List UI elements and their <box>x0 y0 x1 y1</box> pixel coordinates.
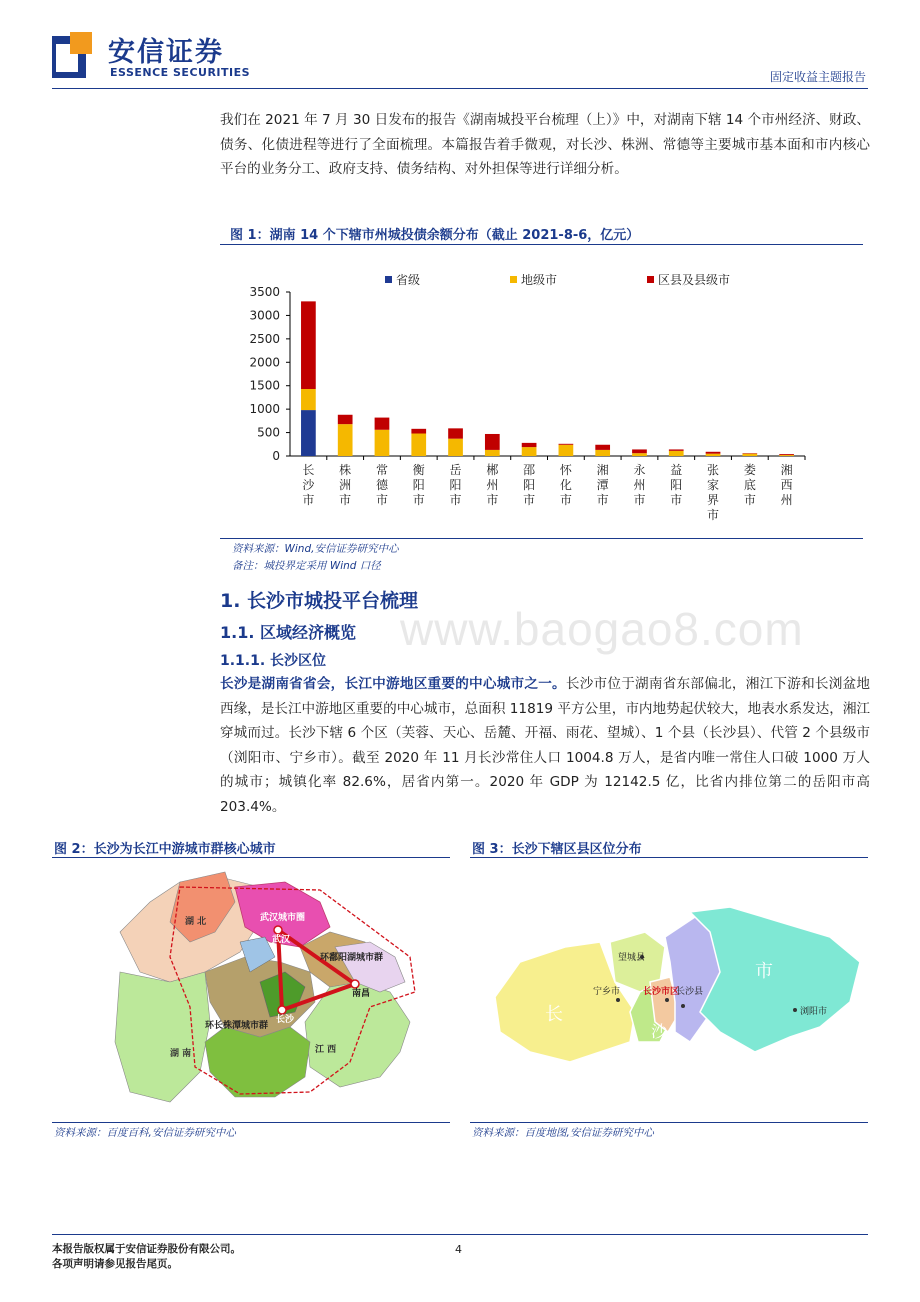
fig1-bar-chart <box>230 282 810 522</box>
fig2-source: 资料来源：百度百科,安信证券研究中心 <box>54 1127 236 1139</box>
footer-line-2: 各项声明请参见报告尾页。 <box>52 1258 178 1270</box>
fig2-region-map <box>110 862 430 1112</box>
x-tick-label: 市 <box>339 493 352 507</box>
x-tick-label: 阳 <box>523 478 536 492</box>
fig1-note: 备注：城投界定采用 Wind 口径 <box>232 560 381 572</box>
fig3-bottom-rule <box>470 1122 868 1123</box>
x-tick-label: 市 <box>633 493 646 507</box>
x-tick-label: 州 <box>633 478 646 492</box>
label-big-sha: 沙 <box>651 1022 668 1041</box>
section-heading-1-1: 1.1. 区域经济概览 <box>220 623 356 642</box>
label-cztn: 环长株潭城市群 <box>205 1021 269 1031</box>
legend-label: 地级市 <box>521 273 558 287</box>
label-wuhan: 武汉 <box>272 935 291 945</box>
x-tick-label: 岳 <box>449 463 462 477</box>
body-text: 长沙市位于湖南省东部偏北，湘江下游和长浏盆地西缘，是长江中游地区重要的中心城市，总面积 11819 平方公里，市内地势起伏较大，地表水系发达，湘江穿城而过。长沙下辖 6 个区（芙蓉、天心、岳麓、开福、雨花、望城）、1 个县（长沙县）、代管 2 个县级市（浏阳市、宁乡市）。截至 2020 年 11 月长沙常住人口 1004.8 万人，是省内唯一常住人口破 1000 万人的城市；城镇化率 82.6%，居省内第一。2020 年 GDP 为 12142.5 亿，比省内排位第二的岳阳市高 203.4%。 <box>220 676 871 815</box>
x-tick-label: 家 <box>707 478 720 492</box>
label-hunan: 湖 南 <box>170 1049 192 1059</box>
bar-segment <box>706 454 721 456</box>
label-wuhan-circle: 武汉城市圈 <box>260 913 306 923</box>
fig2-title: 图 2：长沙为长江中游城市群核心城市 <box>54 842 276 857</box>
x-tick-label: 阳 <box>412 478 425 492</box>
x-tick-label: 德 <box>375 478 388 492</box>
x-tick-label: 娄 <box>743 463 756 477</box>
label-big-shi: 市 <box>755 961 773 982</box>
watermark: www.baogao8.com <box>400 603 804 655</box>
bar-segment <box>375 418 390 430</box>
fig1-title: 图 1：湖南 14 个下辖市州城投债余额分布（截止 2021-8-6，亿元） <box>230 228 640 243</box>
x-tick-label: 市 <box>523 493 536 507</box>
footer-divider <box>52 1234 868 1235</box>
bar-segment <box>301 301 316 389</box>
label-changsha-county: 长沙县 <box>676 987 704 997</box>
bar-segment <box>485 434 500 450</box>
x-tick-label: 怀 <box>559 463 572 477</box>
label-jiangxi: 江 西 <box>315 1045 337 1055</box>
y-tick-label: 500 <box>257 425 280 440</box>
fig3-district-map <box>490 902 870 1072</box>
bar-segment <box>669 451 684 456</box>
bar-segment <box>779 454 794 455</box>
bar-segment <box>448 439 463 456</box>
x-tick-label: 益 <box>670 463 683 477</box>
bar-segment <box>338 424 353 456</box>
section-heading-1: 1. 长沙市城投平台梳理 <box>220 590 419 612</box>
x-tick-label: 市 <box>302 493 315 507</box>
x-tick-label: 阳 <box>449 478 462 492</box>
x-tick-label: 州 <box>486 478 499 492</box>
fig3-title: 图 3：长沙下辖区县区位分布 <box>472 842 642 857</box>
x-tick-label: 化 <box>559 478 572 492</box>
bar-segment <box>522 447 537 456</box>
y-tick-label: 1500 <box>249 378 280 393</box>
bar-segment <box>375 430 390 456</box>
bar-segment <box>411 434 426 456</box>
x-tick-label: 界 <box>707 493 720 507</box>
x-tick-label: 张 <box>707 463 720 477</box>
legend-label: 区县及县级市 <box>658 273 731 287</box>
x-tick-label: 湘 <box>780 463 793 477</box>
fig2-title-rule <box>52 857 450 858</box>
fig1-title-rule <box>220 244 863 245</box>
footer-line-1: 本报告版权属于安信证券股份有限公司。 <box>52 1243 241 1255</box>
label-poyang: 环鄱阳湖城市群 <box>320 953 384 963</box>
x-tick-label: 邵 <box>523 463 536 477</box>
brand-name-cn: 安信证券 <box>108 37 224 68</box>
intro-paragraph: 我们在 2021 年 7 月 30 日发布的报告《湖南城投平台梳理（上）》中，对湖南下辖 14 个市州经济、财政、债务、化债进程等进行了全面梳理。本篇报告着手微观，对长沙、株洲、常德等主要城市基本面和市内核心平台的业务分工、政府支持、债务结构、对外担保等进行详细分析。 <box>220 112 870 177</box>
y-tick-label: 3000 <box>249 308 280 323</box>
label-wangcheng: 望城县 <box>618 953 646 963</box>
y-tick-label: 2000 <box>249 355 280 370</box>
bar-segment <box>742 454 757 456</box>
bar-segment <box>706 452 721 454</box>
bar-segment <box>595 450 610 456</box>
fig1-bottom-rule <box>220 538 863 539</box>
report-type: 固定收益主题报告 <box>769 70 866 84</box>
essence-logo-icon <box>52 32 96 78</box>
bar-segment <box>669 449 684 450</box>
bar-segment <box>632 449 647 453</box>
x-tick-label: 西 <box>780 478 793 492</box>
label-ningxiang: 宁乡市 <box>593 987 621 997</box>
x-tick-label: 市 <box>743 493 756 507</box>
x-tick-label: 株 <box>339 463 352 477</box>
y-tick-label: 2500 <box>249 331 280 346</box>
header-divider <box>52 88 868 89</box>
x-tick-label: 市 <box>596 493 609 507</box>
section-heading-1-1-1: 1.1.1. 长沙区位 <box>220 653 327 669</box>
label-liuyang: 浏阳市 <box>800 1007 828 1017</box>
x-tick-label: 市 <box>449 493 462 507</box>
x-tick-label: 阳 <box>670 478 683 492</box>
x-tick-label: 长 <box>302 463 315 477</box>
bar-segment <box>559 444 574 445</box>
x-tick-label: 市 <box>486 493 499 507</box>
lead-sentence: 长沙是湖南省省会，长江中游地区重要的中心城市之一。 <box>220 676 566 692</box>
x-tick-label: 市 <box>670 493 683 507</box>
x-tick-label: 常 <box>375 463 388 477</box>
fig3-source: 资料来源：百度地图,安信证券研究中心 <box>472 1127 654 1139</box>
label-changsha-urban: 长沙市区 <box>643 987 680 997</box>
x-tick-label: 郴 <box>486 463 499 477</box>
page-number: 4 <box>455 1243 462 1256</box>
y-tick-label: 0 <box>272 449 280 463</box>
bar-segment <box>411 429 426 434</box>
label-nanchang: 南昌 <box>352 989 371 999</box>
bar-segment <box>522 443 537 447</box>
x-tick-label: 市 <box>707 508 720 522</box>
bar-segment <box>448 428 463 438</box>
fig2-bottom-rule <box>52 1122 450 1123</box>
x-tick-label: 市 <box>559 493 572 507</box>
bar-segment <box>632 453 647 456</box>
x-tick-label: 沙 <box>302 478 315 492</box>
x-tick-label: 底 <box>743 478 756 492</box>
bar-segment <box>779 455 794 456</box>
x-tick-label: 州 <box>780 493 793 507</box>
brand-name-en: ESSENCE SECURITIES <box>110 66 251 79</box>
bar-segment <box>338 415 353 424</box>
x-tick-label: 市 <box>412 493 425 507</box>
x-tick-label: 衡 <box>412 463 425 477</box>
footer-disclaimer <box>52 1242 241 1272</box>
legend-label: 省级 <box>396 273 421 287</box>
y-tick-label: 1000 <box>249 402 280 417</box>
bar-segment <box>595 445 610 450</box>
x-tick-label: 永 <box>633 463 646 477</box>
fig1-source: 资料来源：Wind,安信证券研究中心 <box>232 543 399 555</box>
bar-segment <box>485 450 500 456</box>
x-tick-label: 市 <box>375 493 388 507</box>
fig3-title-rule <box>470 857 868 858</box>
bar-segment <box>559 445 574 456</box>
bar-segment <box>301 410 316 456</box>
bar-segment <box>301 389 316 410</box>
section-paragraph <box>220 672 870 819</box>
x-tick-label: 潭 <box>596 478 609 492</box>
label-hubei: 湖 北 <box>185 917 207 927</box>
x-tick-label: 洲 <box>339 478 352 492</box>
label-big-chang: 长 <box>545 1004 563 1025</box>
x-tick-label: 湘 <box>596 463 609 477</box>
y-tick-label: 3500 <box>249 285 280 299</box>
label-changsha: 长沙 <box>276 1015 295 1025</box>
